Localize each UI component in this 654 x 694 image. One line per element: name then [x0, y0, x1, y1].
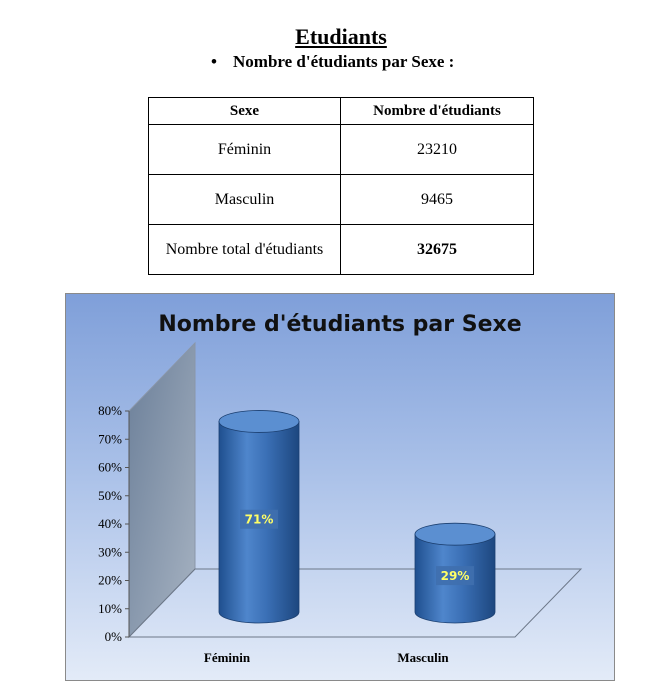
bar-chart	[66, 294, 614, 680]
y-tick-label: 30%	[98, 544, 122, 560]
data-label: 29%	[440, 569, 470, 584]
y-tick-label: 0%	[104, 629, 122, 644]
students-table	[148, 97, 534, 275]
section-subtitle-text: Nombre d'étudiants par Sexe :	[233, 52, 455, 71]
table-cell-label: Féminin	[149, 125, 341, 175]
chart-container	[65, 293, 615, 681]
table-header-sexe: Sexe	[149, 98, 341, 125]
bar-cylinder-top	[219, 410, 299, 432]
data-label: 71%	[244, 512, 274, 527]
table-row	[149, 175, 534, 225]
chart-title: Nombre d'étudiants par Sexe	[158, 312, 522, 337]
table-cell-value: 23210	[341, 125, 534, 175]
y-tick-label: 50%	[98, 487, 122, 503]
y-tick-label: 10%	[98, 600, 122, 616]
table-cell-total: 32675	[341, 225, 534, 275]
x-category-label: Masculin	[397, 650, 449, 665]
chart-side-wall	[129, 343, 195, 637]
chart-floor	[129, 569, 581, 637]
table-row	[149, 125, 534, 175]
table-cell-label: Nombre total d'étudiants	[149, 225, 341, 275]
y-tick-label: 80%	[98, 403, 122, 418]
y-tick-label: 60%	[98, 459, 122, 475]
bullet-point: •	[211, 52, 217, 71]
y-tick-label: 20%	[98, 572, 122, 588]
table-header-count: Nombre d'étudiants	[341, 98, 534, 125]
table-cell-value: 9465	[341, 175, 534, 225]
x-category-label: Féminin	[203, 650, 251, 665]
section-subtitle	[211, 52, 454, 72]
y-tick-label: 40%	[98, 516, 122, 531]
y-tick-label: 70%	[98, 431, 122, 447]
table-row-total	[149, 225, 534, 275]
bar-cylinder-top	[415, 523, 495, 545]
page-title: Etudiants	[295, 24, 387, 49]
table-cell-label: Masculin	[149, 175, 341, 225]
table-header-row	[149, 98, 534, 125]
